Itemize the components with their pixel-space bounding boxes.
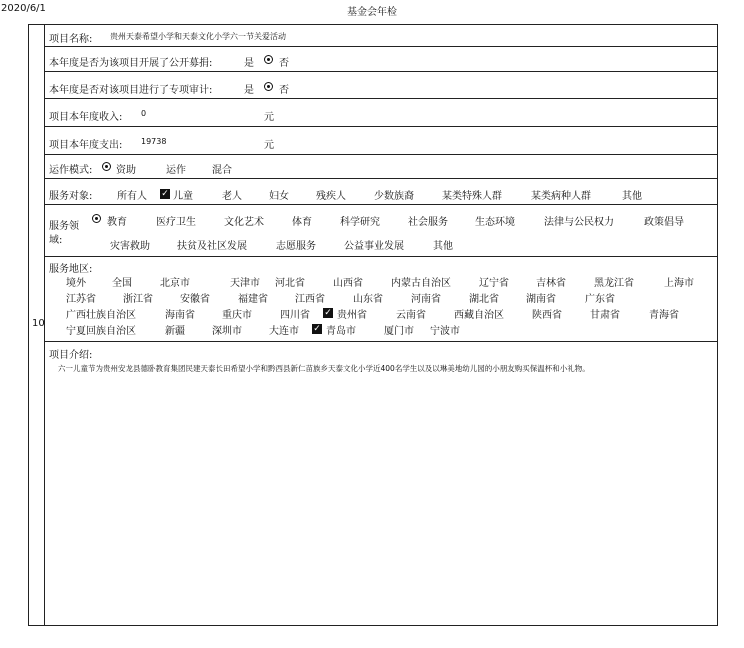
area-ecology[interactable]: 生态环境 [475,217,515,228]
region-item[interactable]: 北京市 [160,278,190,289]
target-women[interactable]: 妇女 [269,191,289,202]
operation-mode-operate[interactable]: 运作 [166,165,186,176]
region-item[interactable]: 厦门市 [384,326,414,337]
area-disaster-relief[interactable]: 灾害救助 [110,241,150,252]
public-fundraising-yes[interactable]: 是 [244,58,254,69]
region-item[interactable]: 广西壮族自治区 [66,310,136,321]
area-education-radio[interactable] [92,214,101,225]
area-law-rights[interactable]: 法律与公民权力 [544,217,614,228]
region-item[interactable]: 海南省 [165,310,195,321]
region-item[interactable]: 辽宁省 [479,278,509,289]
region-item[interactable]: 新疆 [165,326,185,337]
service-areas-label-2: 域: [49,235,63,246]
region-item[interactable]: 吉林省 [536,278,566,289]
header-title: 基金会年检 [347,7,397,18]
area-culture-art[interactable]: 文化艺术 [224,217,264,228]
target-special-group[interactable]: 某类特殊人群 [442,191,502,202]
public-fundraising-no-radio[interactable] [264,55,273,66]
special-audit-no-radio[interactable] [264,82,273,93]
row-number: 10 [32,318,45,329]
expense-unit: 元 [264,140,274,151]
row-public-fundraising [44,47,718,72]
area-social-service[interactable]: 社会服务 [408,217,448,228]
radio-selected-icon [264,82,273,91]
row-service-areas [44,205,718,257]
area-volunteer[interactable]: 志愿服务 [276,241,316,252]
region-item[interactable]: 西藏自治区 [454,310,504,321]
expense-value: 19738 [141,137,167,146]
row-service-regions [44,257,718,342]
target-disease-group[interactable]: 某类病种人群 [531,191,591,202]
region-item[interactable]: 山东省 [353,294,383,305]
region-item[interactable]: 青海省 [649,310,679,321]
public-fundraising-label: 本年度是否为该项目开展了公开募捐: [49,58,213,69]
region-item[interactable]: 安徽省 [180,294,210,305]
income-value: 0 [141,109,147,118]
radio-selected-icon [264,55,273,64]
row-special-audit [44,72,718,99]
operation-mode-radio-grant[interactable] [102,162,111,173]
project-name-label: 项目名称: [49,34,93,45]
income-unit: 元 [264,112,274,123]
region-item[interactable]: 全国 [112,278,132,289]
region-item[interactable]: 境外 [66,278,86,289]
area-medical[interactable]: 医疗卫生 [156,217,196,228]
region-item[interactable]: 黑龙江省 [594,278,634,289]
region-item[interactable]: 青岛市 [326,326,356,337]
checkmark-icon: ✓ [313,324,321,334]
region-item[interactable]: 陕西省 [532,310,562,321]
row-operation-mode [44,155,718,179]
region-item[interactable]: 四川省 [280,310,310,321]
area-poverty-community[interactable]: 扶贫及社区发展 [177,241,247,252]
region-item[interactable]: 河北省 [275,278,305,289]
region-item[interactable]: 贵州省 [337,310,367,321]
operation-mode-grant[interactable]: 资助 [116,165,136,176]
region-item[interactable]: 广东省 [585,294,615,305]
area-public-welfare[interactable]: 公益事业发展 [344,241,404,252]
project-name-value: 贵州天泰希望小学和天泰文化小学六一节关爱活动 [110,32,286,41]
target-ethnic-minorities[interactable]: 少数族裔 [374,191,414,202]
target-all[interactable]: 所有人 [117,191,147,202]
header-date: 2020/6/1 [1,3,46,14]
income-label: 项目本年度收入: [49,112,123,123]
region-item[interactable]: 山西省 [333,278,363,289]
region-item[interactable]: 宁波市 [430,326,460,337]
region-item[interactable]: 福建省 [238,294,268,305]
region-item[interactable]: 重庆市 [222,310,252,321]
special-audit-no[interactable]: 否 [279,85,289,96]
service-targets-label: 服务对象: [49,191,93,202]
target-elderly[interactable]: 老人 [222,191,242,202]
expense-label: 项目本年度支出: [49,140,123,151]
row-project-name [44,24,718,47]
area-other[interactable]: 其他 [433,241,453,252]
target-disabled[interactable]: 残疾人 [316,191,346,202]
region-checkbox-qingdao[interactable] [312,322,322,334]
operation-mode-label: 运作模式: [49,165,93,176]
region-item[interactable]: 湖南省 [526,294,556,305]
service-areas-label-1: 服务领 [49,221,79,232]
region-item[interactable]: 深圳市 [212,326,242,337]
target-children-checkbox[interactable] [160,187,170,199]
region-item[interactable]: 甘肃省 [590,310,620,321]
radio-selected-icon [92,214,101,223]
region-item[interactable]: 浙江省 [123,294,153,305]
intro-text: 六一儿童节为贵州安龙县德卧教育集团民建天泰长田希望小学和黔西县新仁苗族乡天泰文化小学近400名学生以及以琳美地幼儿园的小朋友购买保温杯和小礼物。 [58,364,590,373]
row-expense [44,127,718,155]
region-item[interactable]: 云南省 [396,310,426,321]
special-audit-yes[interactable]: 是 [244,85,254,96]
region-checkbox-guizhou[interactable] [323,306,333,318]
special-audit-label: 本年度是否对该项目进行了专项审计: [49,85,213,96]
region-item[interactable]: 内蒙古自治区 [391,278,451,289]
operation-mode-mixed[interactable]: 混合 [212,165,232,176]
checkmark-icon: ✓ [324,308,332,318]
region-item[interactable]: 上海市 [664,278,694,289]
radio-selected-icon [102,162,111,171]
checkmark-icon: ✓ [161,189,169,199]
target-children[interactable]: 儿童 [173,191,193,202]
row-service-targets [44,179,718,205]
area-policy[interactable]: 政策倡导 [644,217,684,228]
region-item[interactable]: 河南省 [411,294,441,305]
area-science[interactable]: 科学研究 [340,217,380,228]
target-other[interactable]: 其他 [622,191,642,202]
region-item[interactable]: 天津市 [230,278,260,289]
region-item[interactable]: 湖北省 [469,294,499,305]
public-fundraising-no[interactable]: 否 [279,58,289,69]
region-item[interactable]: 江西省 [295,294,325,305]
area-education[interactable]: 教育 [107,217,127,228]
row-income [44,99,718,127]
service-regions-label: 服务地区: [49,264,93,275]
region-item[interactable]: 大连市 [269,326,299,337]
area-sports[interactable]: 体育 [292,217,312,228]
intro-label: 项目介绍: [49,350,93,361]
region-item[interactable]: 宁夏回族自治区 [66,326,136,337]
region-item[interactable]: 江苏省 [66,294,96,305]
